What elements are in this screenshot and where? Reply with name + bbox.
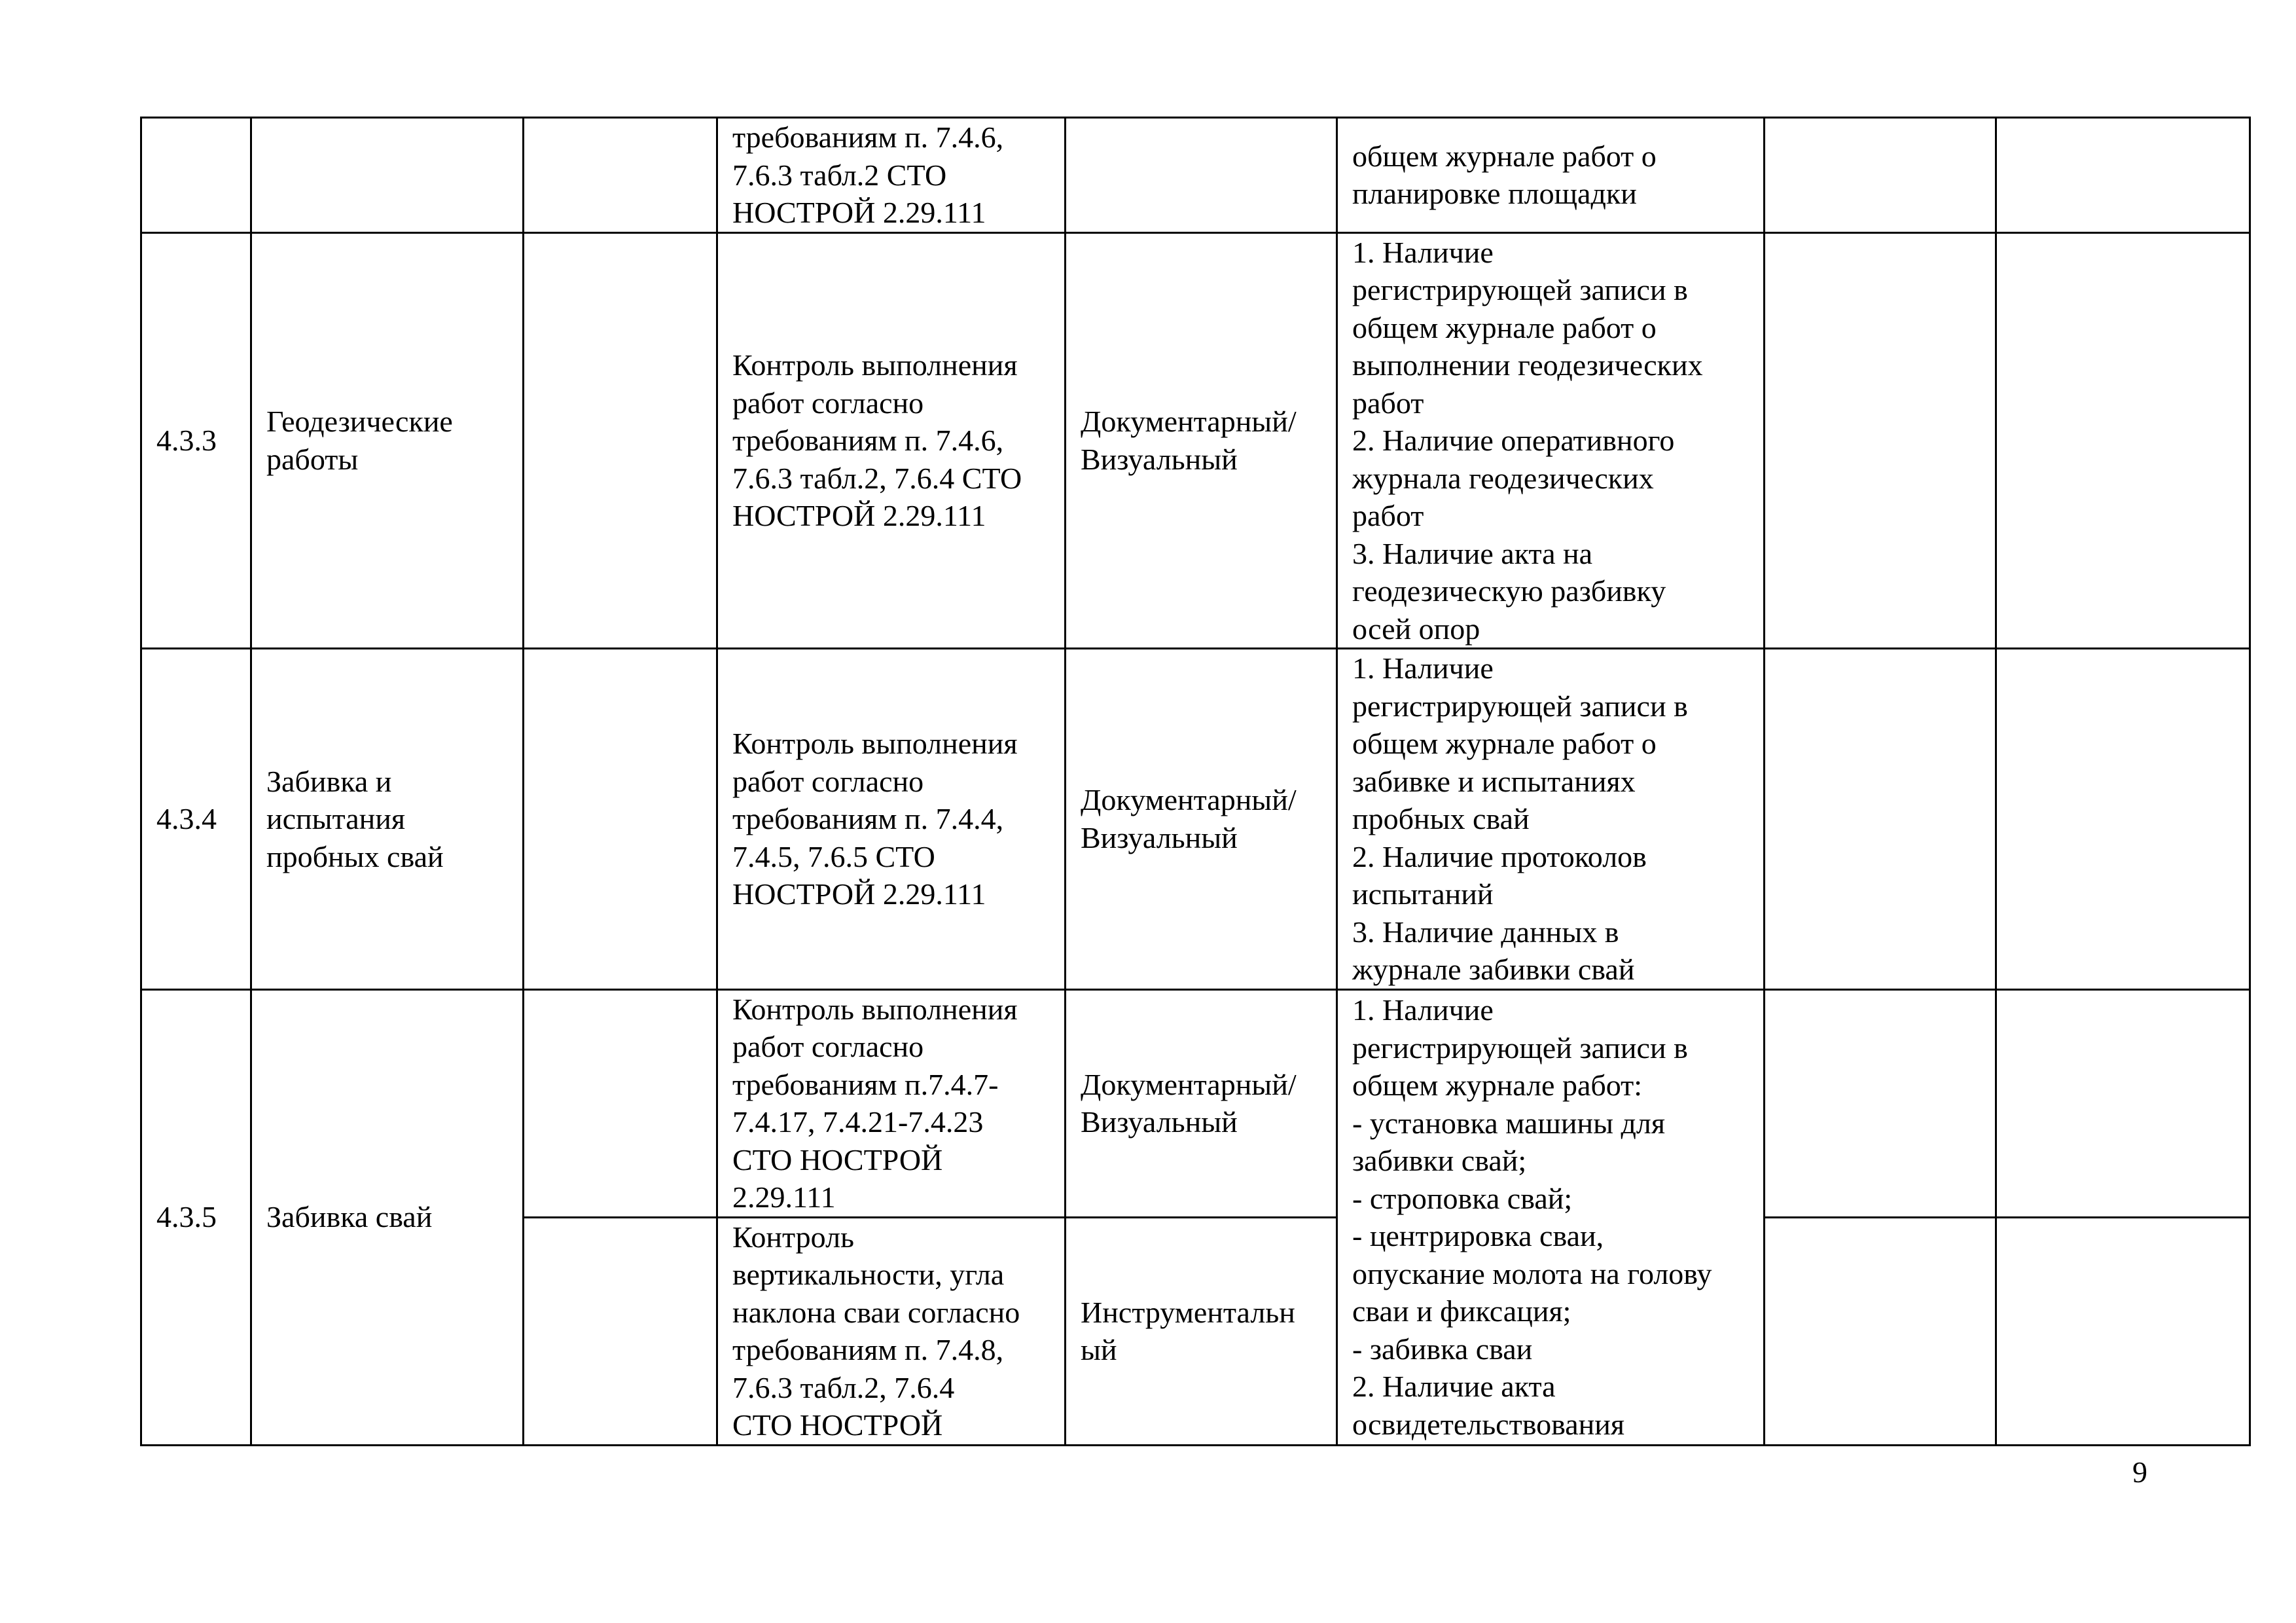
requirement-cell: требованиям п. 7.4.6, 7.6.3 табл.2 СТО НОСТРОЙ 2.29.111 bbox=[717, 118, 1066, 233]
work-name-cell bbox=[251, 118, 524, 233]
empty-cell bbox=[524, 989, 717, 1217]
empty-cell bbox=[1996, 118, 2250, 233]
empty-cell bbox=[1996, 1217, 2250, 1445]
empty-cell bbox=[1765, 989, 1996, 1217]
empty-cell bbox=[524, 649, 717, 990]
empty-cell bbox=[1765, 1217, 1996, 1445]
table-row bbox=[141, 649, 2250, 990]
empty-cell bbox=[524, 232, 717, 649]
empty-cell bbox=[1765, 649, 1996, 990]
page-number: 9 bbox=[2132, 1455, 2147, 1489]
control-method-cell: Инструментальн ый bbox=[1066, 1217, 1337, 1445]
control-method-cell: Документарный/ Визуальный bbox=[1066, 989, 1337, 1217]
work-name-cell: Геодезические работы bbox=[251, 232, 524, 649]
empty-cell bbox=[1996, 232, 2250, 649]
empty-cell bbox=[524, 118, 717, 233]
empty-cell bbox=[1765, 232, 1996, 649]
empty-cell bbox=[524, 1217, 717, 1445]
result-cell: 1. Наличие регистрирующей записи в общем журнале работ о забивке и испытаниях пробных свай 2. Наличие протоколов испытаний 3. Наличие данных в журнале забивки свай bbox=[1337, 649, 1765, 990]
work-name-cell: Забивка свай bbox=[251, 989, 524, 1445]
control-method-cell bbox=[1066, 118, 1337, 233]
empty-cell bbox=[1996, 649, 2250, 990]
item-number-cell: 4.3.4 bbox=[141, 649, 251, 990]
empty-cell bbox=[1996, 989, 2250, 1217]
result-cell: 1. Наличие регистрирующей записи в общем журнале работ о выполнении геодезических работ 2. Наличие оперативного журнала геодезических работ 3. Наличие акта на геодезическую разбивку осей опор bbox=[1337, 232, 1765, 649]
table-row bbox=[141, 989, 2250, 1217]
requirement-cell: Контроль выполнения работ согласно требованиям п.7.4.7- 7.4.17, 7.4.21-7.4.23 СТО НОСТРОЙ 2.29.111 bbox=[717, 989, 1066, 1217]
item-number-cell: 4.3.5 bbox=[141, 989, 251, 1445]
table-row bbox=[141, 118, 2250, 233]
item-number-cell bbox=[141, 118, 251, 233]
result-cell: общем журнале работ о планировке площадки bbox=[1337, 118, 1765, 233]
control-method-cell: Документарный/ Визуальный bbox=[1066, 232, 1337, 649]
requirement-cell: Контроль выполнения работ согласно требованиям п. 7.4.6, 7.6.3 табл.2, 7.6.4 СТО НОСТРОЙ 2.29.111 bbox=[717, 232, 1066, 649]
control-method-cell: Документарный/ Визуальный bbox=[1066, 649, 1337, 990]
work-name-cell: Забивка и испытания пробных свай bbox=[251, 649, 524, 990]
result-cell: 1. Наличие регистрирующей записи в общем журнале работ: - установка машины для забивки свай; - строповка свай; - центрировка сваи, опускание молота на голову сваи и фиксация; - забивка сваи 2. Наличие акта освидетельствования bbox=[1337, 989, 1765, 1445]
item-number-cell: 4.3.3 bbox=[141, 232, 251, 649]
inspection-table bbox=[140, 117, 2251, 1446]
empty-cell bbox=[1765, 118, 1996, 233]
table-row bbox=[141, 232, 2250, 649]
requirement-cell: Контроль выполнения работ согласно требованиям п. 7.4.4, 7.4.5, 7.6.5 СТО НОСТРОЙ 2.29.111 bbox=[717, 649, 1066, 990]
requirement-cell: Контроль вертикальности, угла наклона сваи согласно требованиям п. 7.4.8, 7.6.3 табл.2, 7.6.4 СТО НОСТРОЙ bbox=[717, 1217, 1066, 1445]
